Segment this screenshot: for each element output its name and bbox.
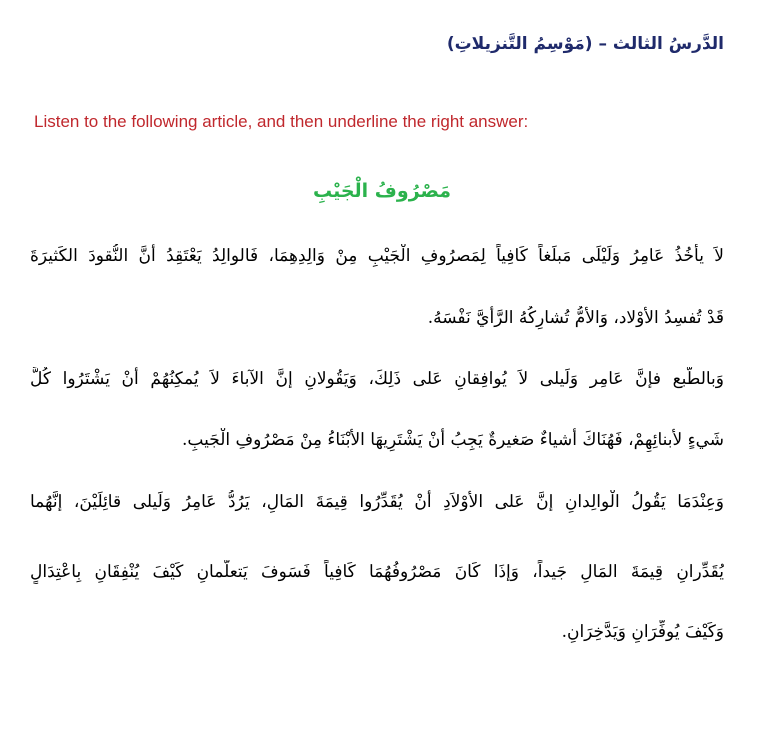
article-line-3: وَبالطّبع فإنَّ عَامِر وَلَيلى لاَ يُوافِقانِ عَلى ذَلِكَ، وَيَقُولانِ إنَّ الآباءَ لاَ يُمكِنُهُمْ أَنْ يَشْتَرُوا كُلَّ — [30, 369, 724, 389]
article-line-1: لاَ يأخُذُ عَامِرُ وَلَيْلَى مَبلَغاً كَافِياً لِمَصرُوفِ الْجَيْبِ مِنْ وَالِدِهِمَا، فَالوالِدُ يَعْتَقِدُ أَنَّ النُّقودَ الكَثيرَةَ — [30, 246, 724, 266]
article-title: مَصْرُوفُ الْجَيْبِ — [312, 180, 451, 202]
article-line-6: يُقَدِّرانِ قِيمَةَ المَالِ جَيداً، وَإذَا كَانَ مَصْرُوفُهُمَا كَافِياً فَسَوفَ يَتعلّمانِ كَيْفَ يُنْفِقَانِ بِاعْتِدَالٍ — [30, 562, 724, 582]
article-line-4: شَيءٍ لأبنائِهِمْ، فَهُنَاكَ أَشياءٌ صَغيرةٌ يَجِبُ أَنْ يَشْتَرِيهَا الأَبْنَاءُ مِنْ مَصْرُوفِ الْجَيبِ. — [182, 430, 724, 450]
article-line-7: وَكَيْفَ يُوفِّرَانِ وَيَدَّخِرَانِ. — [561, 622, 724, 642]
listening-instruction: Listen to the following article, and then underline the right answer: — [34, 112, 529, 131]
article-line-2: قَدْ تُفسِدُ الأَوْلاد، وَالأُمُّ تُشارِكُهُ الرَّأيَّ نَفْسَهُ. — [427, 308, 724, 328]
article-line-5: وَعِنْدَمَا يَقُولُ الْوالِدانِ إنَّ عَلى الأَوْلاَدِ أَنْ يُقَدِّرُوا قِيمَةَ المَالِ، يَرُدُّ عَامِرُ وَلَيلى قائِلَيْنَ، إنَّهُما — [30, 492, 724, 512]
lesson-title: الدَّرسُ الثالث – (مَوْسِمُ التَّنزيلاتِ) — [446, 34, 724, 54]
